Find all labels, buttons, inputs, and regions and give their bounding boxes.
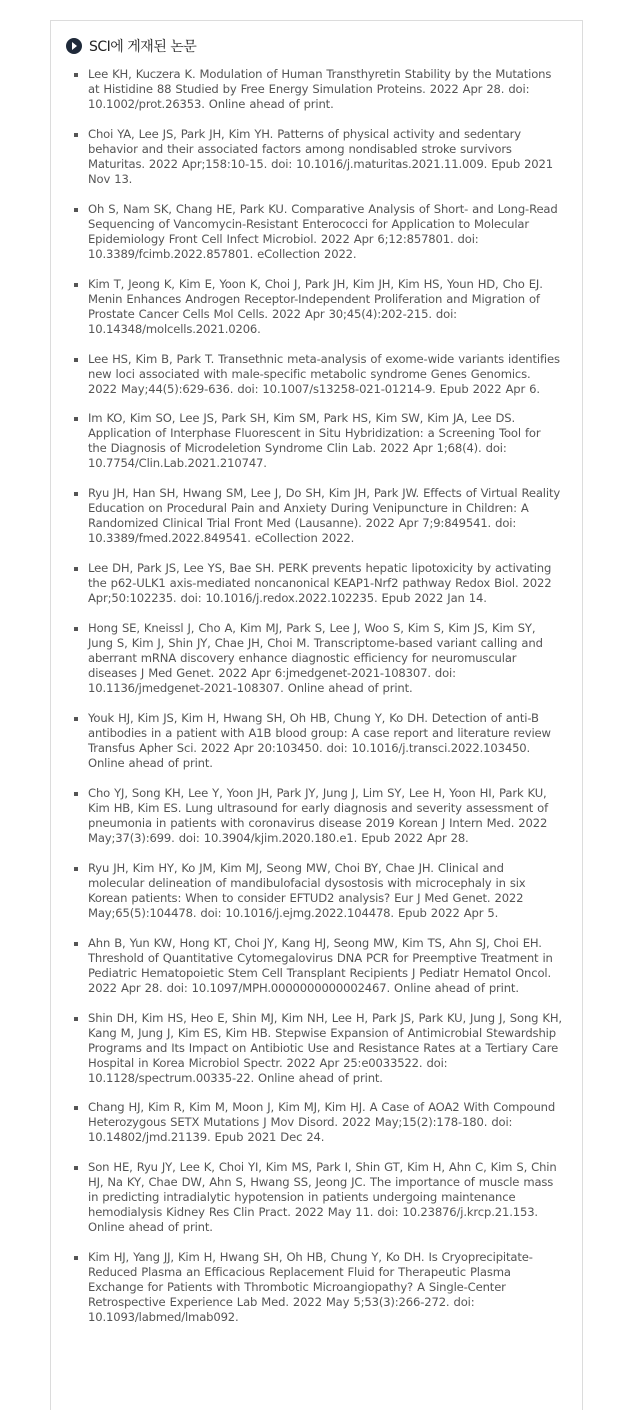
publication-citation: Ryu JH, Kim HY, Ko JM, Kim MJ, Seong MW, Choi BY, Chae JH. Clinical and molecular delineation of mandibulofacial dysostosis with microcephaly in six Korean patients: When to consider EFTUD2 analysis? Eur J Med Genet. 2022 May;65(5):104478. doi: 10.1016/j.ejmg.2022.104478. Epub 2022 Apr 5. — [88, 860, 526, 920]
publication-citation: Hong SE, Kneissl J, Cho A, Kim MJ, Park S, Lee J, Woo S, Kim S, Kim JS, Kim SY, Jung S, Kim J, Shin JY, Chae JH, Choi M. Transcriptome-based variant calling and aberrant mRNA discovery enhance diagnostic efficiency for neuromuscular diseases J Med Genet. 2022 Apr 6:jmedgenet-2021-108307. doi: 10.1136/jmedgenet-2021-108307. Online ahead of print. — [88, 621, 543, 696]
square-bullet-icon — [74, 1106, 78, 1110]
square-bullet-icon — [74, 792, 78, 796]
publication-citation: Kim T, Jeong K, Kim E, Yoon K, Choi J, Park JH, Kim JH, Kim HS, Youn HD, Cho EJ. Menin Enhances Androgen Receptor-Independent Proliferation and Migration of Prostate Cancer Cells Mol Cells. 2022 Apr 30;45(4):202-215. doi: 10.14348/molcells.2021.0206. — [88, 276, 543, 336]
publication-citation: Ahn B, Yun KW, Hong KT, Choi JY, Kang HJ, Seong MW, Kim TS, Ahn SJ, Choi EH. Threshold of Quantitative Cytomegalovirus DNA PCR for Preemptive Treatment in Pediatric Hematopoietic Stem Cell Transplant Recipients J Pediatr Hematol Oncol. 2022 Apr 28. doi: 10.1097/MPH.0000000000002467. Online ahead of print. — [88, 935, 553, 995]
square-bullet-icon — [74, 567, 78, 571]
sci-publications-panel — [50, 20, 583, 1410]
publication-item — [51, 1250, 582, 1325]
publication-citation: Youk HJ, Kim JS, Kim H, Hwang SH, Oh HB, Chung Y, Ko DH. Detection of anti-B antibodies in a patient with A1B blood group: A case report and literature review Transfus Apher Sci. 2022 Apr 20:103450. doi: 10.1016/j.transci.2022.103450. Online ahead of print. — [88, 711, 551, 771]
publication-item — [51, 1100, 582, 1145]
section-title: SCI에 게재된 논문 — [89, 39, 197, 55]
publication-citation: Ryu JH, Han SH, Hwang SM, Lee J, Do SH, Kim JH, Park JW. Effects of Virtual Reality Education on Procedural Pain and Anxiety During Venipuncture in Children: A Randomized Clinical Trial Front Med (Lausanne). 2022 Apr 7;9:849541. doi: 10.3389/fmed.2022.849541. eCollection 2022. — [88, 486, 561, 546]
publication-item — [51, 1011, 582, 1086]
publication-item — [51, 411, 582, 471]
publication-citation: Son HE, Ryu JY, Lee K, Choi YI, Kim MS, Park I, Shin GT, Kim H, Ahn C, Kim S, Chin HJ, Na KY, Chae DW, Ahn S, Hwang SS, Jeong JC. The importance of muscle mass in predicting intradialytic hypotension in patients undergoing maintenance hemodialysis Kidney Res Clin Pract. 2022 May 11. doi: 10.23876/j.krcp.21.153. Online ahead of print. — [88, 1160, 557, 1235]
publication-item — [51, 352, 582, 397]
publication-citation: Choi YA, Lee JS, Park JH, Kim YH. Patterns of physical activity and sedentary behavior and their associated factors among nondisabled stroke survivors Maturitas. 2022 Apr;158:10-15. doi: 10.1016/j.maturitas.2021.11.009. Epub 2021 Nov 13. — [88, 126, 553, 186]
publication-citation: Lee HS, Kim B, Park T. Transethnic meta-analysis of exome-wide variants identifies new loci associated with male-specific metabolic syndrome Genes Genomics. 2022 May;44(5):629-636. doi: 10.1007/s13258-021-01214-9. Epub 2022 Apr 6. — [88, 351, 560, 396]
square-bullet-icon — [74, 1256, 78, 1260]
publication-item — [51, 277, 582, 337]
square-bullet-icon — [74, 942, 78, 946]
publication-item — [51, 861, 582, 921]
publication-citation: Chang HJ, Kim R, Kim M, Moon J, Kim MJ, Kim HJ. A Case of AOA2 With Compound Heterozygous SETX Mutations J Mov Disord. 2022 May;15(2):178-180. doi: 10.14802/jmd.21139. Epub 2021 Dec 24. — [88, 1100, 556, 1145]
publication-item — [51, 67, 582, 112]
play-circle-icon — [66, 38, 82, 54]
publication-item — [51, 202, 582, 262]
square-bullet-icon — [74, 283, 78, 287]
publication-citation: Lee DH, Park JS, Lee YS, Bae SH. PERK prevents hepatic lipotoxicity by activating the p62-ULK1 axis-mediated noncanonical KEAP1-Nrf2 pathway Redox Biol. 2022 Apr;50:102235. doi: 10.1016/j.redox.2022.102235. Epub 2022 Jan 14. — [88, 561, 552, 606]
publication-citation: Kim HJ, Yang JJ, Kim H, Hwang SH, Oh HB, Chung Y, Ko DH. Is Cryoprecipitate-Reduced Plasma an Efficacious Replacement Fluid for Therapeutic Plasma Exchange for Patients with Thrombotic Microangiopathy? A Single-Center Retrospective Experience Lab Med. 2022 May 5;53(3):266-272. doi: 10.1093/labmed/lmab092. — [88, 1250, 533, 1325]
publication-item — [51, 127, 582, 187]
square-bullet-icon — [74, 133, 78, 137]
publication-citation: Cho YJ, Song KH, Lee Y, Yoon JH, Park JY, Jung J, Lim SY, Lee H, Yoon HI, Park KU, Kim HB, Kim ES. Lung ultrasound for early diagnosis and severity assessment of pneumonia in patients with coronavirus disease 2019 Korean J Intern Med. 2022 May;37(3):699. doi: 10.3904/kjim.2020.180.e1. Epub 2022 Apr 28. — [88, 785, 549, 845]
square-bullet-icon — [74, 492, 78, 496]
publication-citation: Im KO, Kim SO, Lee JS, Park SH, Kim SM, Park HS, Kim SW, Kim JA, Lee DS. Application of Interphase Fluorescent in Situ Hybridization: a Screening Tool for the Diagnosis of Microdeletion Syndrome Clin Lab. 2022 Apr 1;68(4). doi: 10.7754/Clin.Lab.2021.210747. — [88, 411, 541, 471]
square-bullet-icon — [74, 73, 78, 77]
publication-item — [51, 936, 582, 996]
publication-citation: Shin DH, Kim HS, Heo E, Shin MJ, Kim NH, Lee H, Park JS, Park KU, Jung J, Song KH, Kang M, Jung J, Kim ES, Kim HB. Stepwise Expansion of Antimicrobial Stewardship Programs and Its Impact on Antibiotic Use and Resistance Rates at a Tertiary Care Hospital in Korea Microbiol Spectr. 2022 Apr 25:e0033522. doi: 10.1128/spectrum.00335-22. Online ahead of print. — [88, 1010, 562, 1085]
square-bullet-icon — [74, 358, 78, 362]
publication-item — [51, 561, 582, 606]
publication-item — [51, 621, 582, 696]
publication-item — [51, 786, 582, 846]
square-bullet-icon — [74, 627, 78, 631]
square-bullet-icon — [74, 867, 78, 871]
square-bullet-icon — [74, 717, 78, 721]
square-bullet-icon — [74, 1166, 78, 1170]
square-bullet-icon — [74, 208, 78, 212]
publication-item — [51, 1160, 582, 1235]
publication-citation: Lee KH, Kuczera K. Modulation of Human Transthyretin Stability by the Mutations at Histidine 88 Studied by Free Energy Simulation Proteins. 2022 Apr 28. doi: 10.1002/prot.26353. Online ahead of print. — [88, 67, 552, 111]
publication-item — [51, 486, 582, 546]
square-bullet-icon — [74, 1017, 78, 1021]
publication-citation: Oh S, Nam SK, Chang HE, Park KU. Comparative Analysis of Short- and Long-Read Sequencing of Vancomycin-Resistant Enterococci for Application to Molecular Epidemiology Front Cell Infect Microbiol. 2022 Apr 6;12:857801. doi: 10.3389/fcimb.2022.857801. eCollection 2022. — [88, 201, 558, 261]
section-heading — [66, 36, 196, 56]
publication-list — [51, 67, 582, 1340]
square-bullet-icon — [74, 417, 78, 421]
publication-item — [51, 711, 582, 771]
